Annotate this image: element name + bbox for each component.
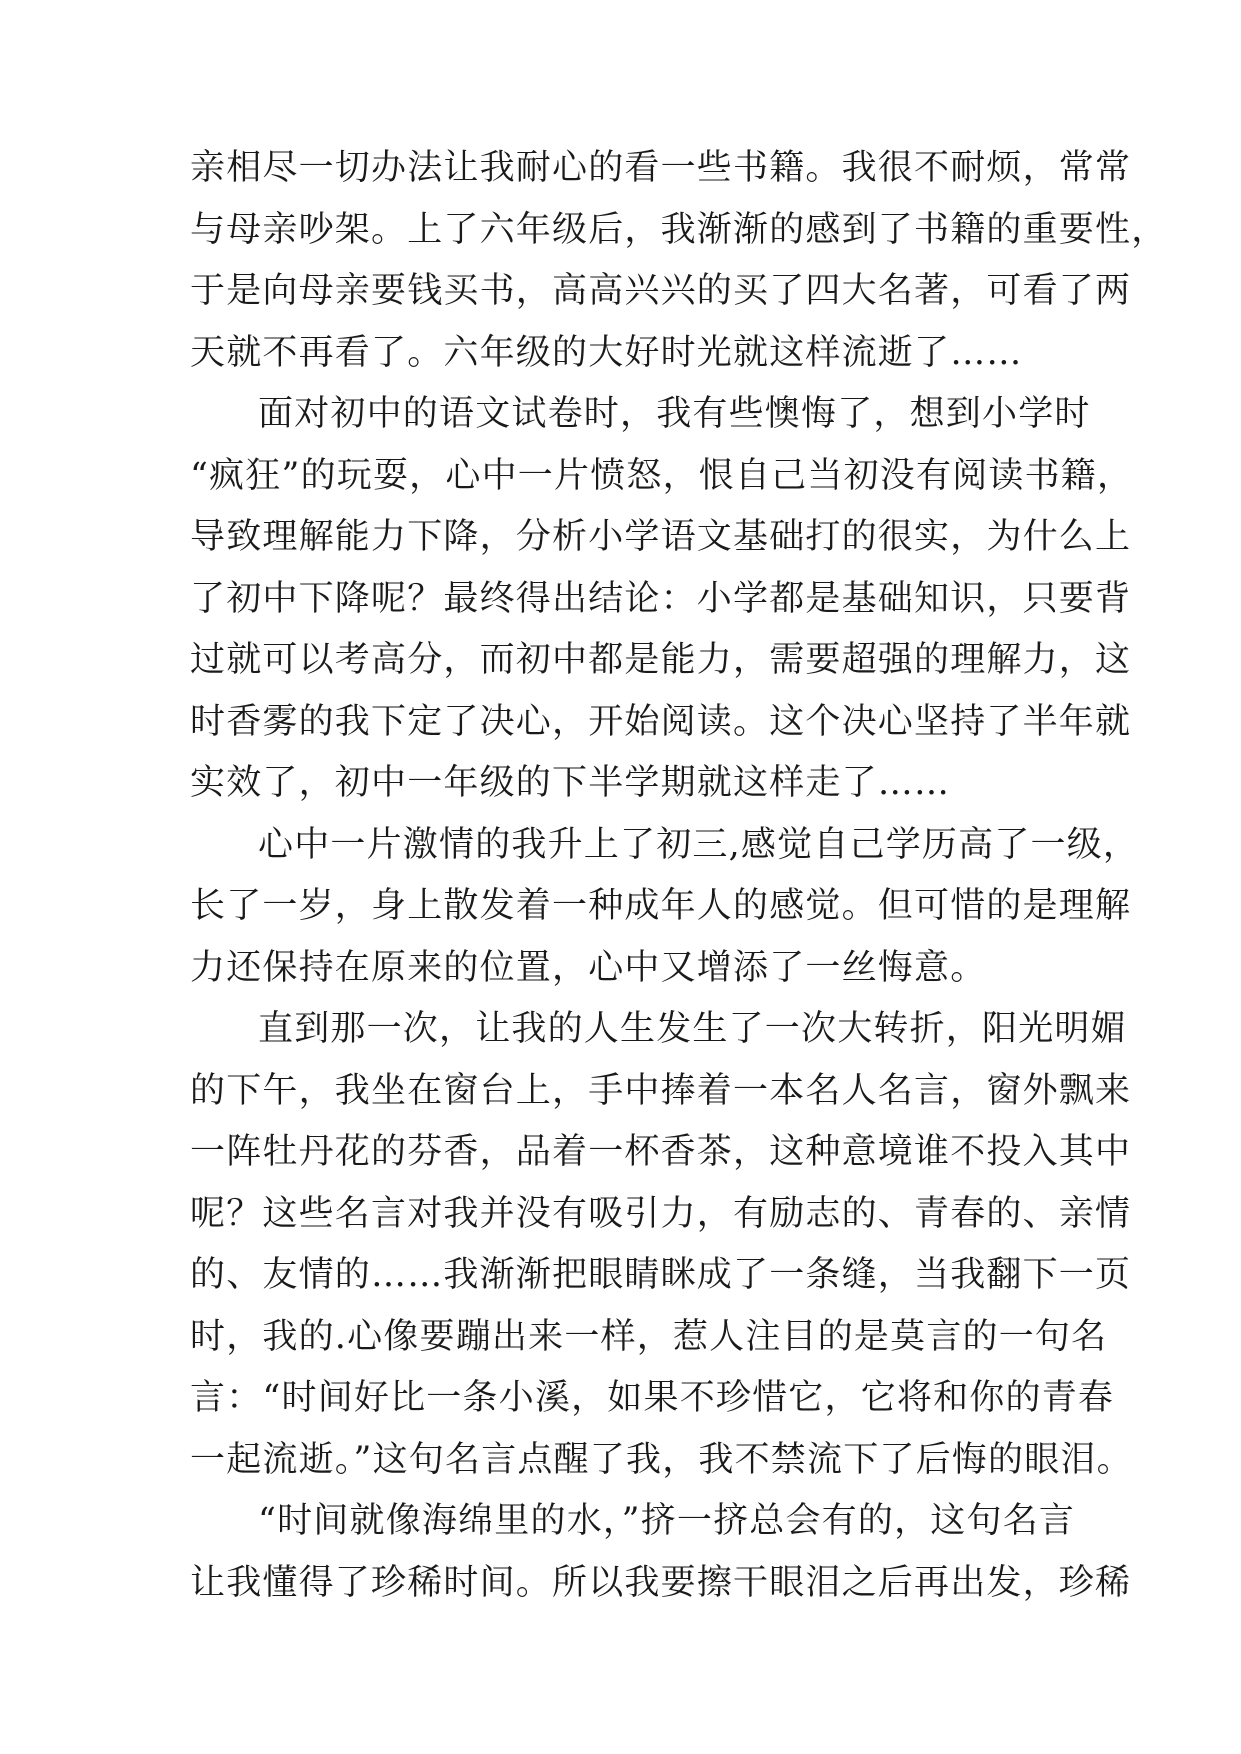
text-line: 呢？这些名言对我并没有吸引力，有励志的、青春的、亲情	[190, 1193, 1132, 1234]
text-line: 了初中下降呢？最终得出结论：小学都是基础知识，只要背	[190, 578, 1132, 619]
text-line: 一阵牡丹花的芬香，品着一杯香茶，这种意境谁不投入其中	[190, 1132, 1132, 1172]
text-line: 让我懂得了珍稀时间。所以我要擦干眼泪之后再出发，珍稀	[190, 1562, 1132, 1603]
text-line: 的、友情的……我渐渐把眼睛眯成了一条缝，当我翻下一页	[190, 1255, 1132, 1295]
text-line: 实效了，初中一年级的下半学期就这样走了……	[190, 763, 951, 803]
text-line: 言：“时间好比一条小溪，如果不珍惜它，它将和你的青春	[190, 1378, 1115, 1418]
paragraph-first-line: 心中一片激情的我升上了初三,感觉自己学历高了一级，	[258, 824, 1140, 865]
body-text	[190, 138, 1168, 1614]
text-line: 导致理解能力下降，分析小学语文基础打的很实，为什么上	[190, 517, 1132, 557]
text-line: 与母亲吵架。上了六年级后，我渐渐的感到了书籍的重要性，	[190, 209, 1168, 250]
paragraph-first-line: 直到那一次，让我的人生发生了一次大转折，阳光明媚	[258, 1009, 1127, 1049]
paragraph-first-line: 面对初中的语文试卷时，我有些懊悔了，想到小学时	[258, 394, 1091, 434]
text-line: 的下午，我坐在窗台上，手中捧着一本名人名言，窗外飘来	[190, 1070, 1132, 1111]
text-line: 过就可以考高分，而初中都是能力，需要超强的理解力，这	[190, 640, 1132, 680]
text-line: 天就不再看了。六年级的大好时光就这样流逝了……	[190, 332, 1023, 373]
text-line: 时，我的.心像要蹦出来一样，惹人注目的是莫言的一句名	[190, 1316, 1108, 1357]
text-line: 一起流逝。”这句名言点醒了我，我不禁流下了后悔的眼泪。	[190, 1439, 1133, 1480]
text-line: 力还保持在原来的位置，心中又增添了一丝悔意。	[190, 947, 987, 988]
text-line: 于是向母亲要钱买书，高高兴兴的买了四大名著，可看了两	[190, 271, 1132, 311]
text-line: 亲相尽一切办法让我耐心的看一些书籍。我很不耐烦，常常	[190, 148, 1132, 188]
paragraph-first-line: “时间就像海绵里的水，”挤一挤总会有的，这句名言	[258, 1501, 1076, 1541]
text-line: 时香雾的我下定了决心，开始阅读。这个决心坚持了半年就	[190, 701, 1132, 742]
text-line: “疯狂”的玩耍，心中一片愤怒，恨自己当初没有阅读书籍，	[190, 455, 1134, 496]
text-line: 长了一岁，身上散发着一种成年人的感觉。但可惜的是理解	[190, 886, 1132, 926]
